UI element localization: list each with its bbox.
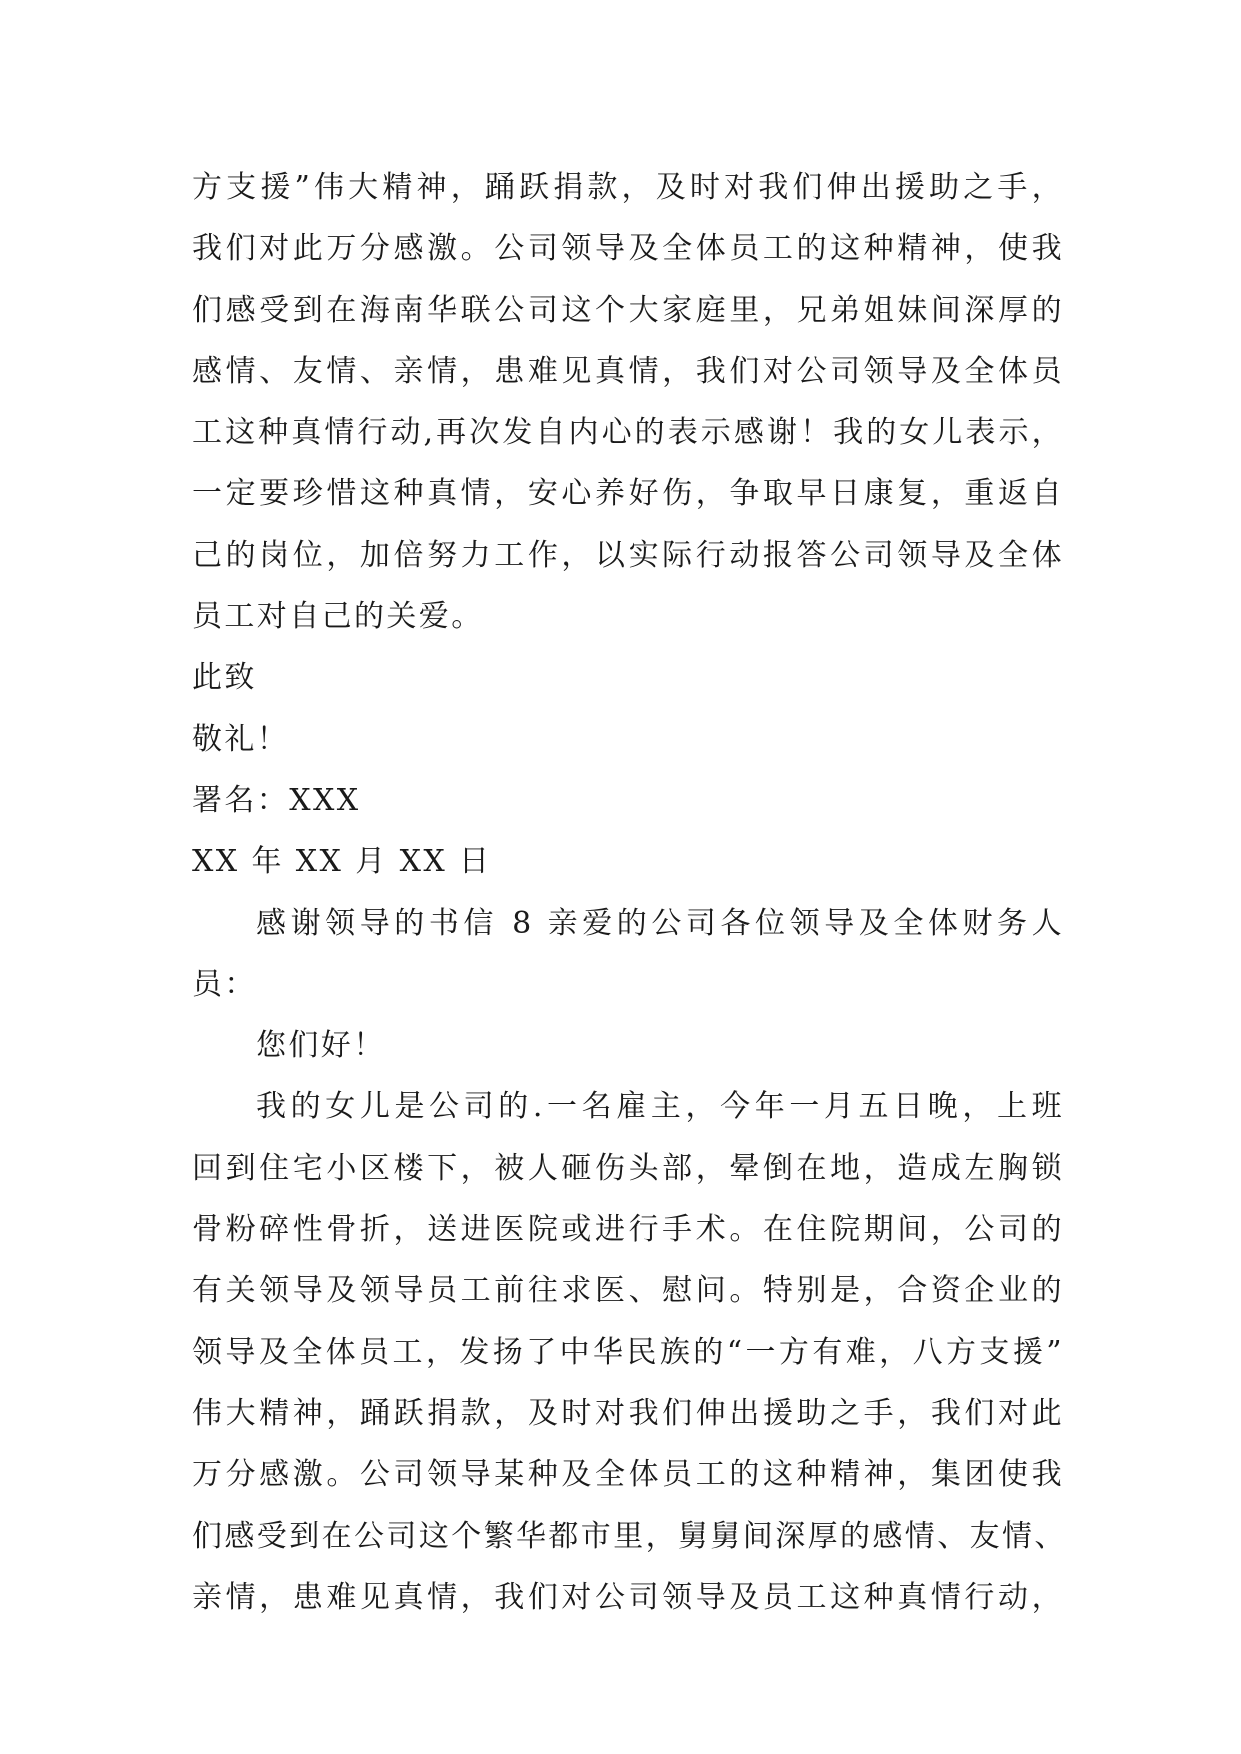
body-line: 回到住宅小区楼下，被人砸伤头部，晕倒在地，造成左胸锁 [192, 1150, 1064, 1186]
signature: 署名：XXX [192, 782, 361, 818]
closing-regards: 敬礼！ [192, 721, 290, 757]
paragraph-line: 一定要珍惜这种真情，安心养好伤，争取早日康复，重返自 [192, 476, 1064, 512]
body-line: 我的女儿是公司的.一名雇主，今年一月五日晚，上班 [256, 1089, 1064, 1125]
letter-text [192, 157, 1067, 1628]
closing-salutation: 此致 [192, 660, 257, 696]
body-line: 万分感激。公司领导某种及全体员工的这种精神，集团使我 [192, 1457, 1064, 1493]
paragraph-line: 己的岗位，加倍努力工作，以实际行动报答公司领导及全体 [192, 537, 1064, 573]
paragraph-line: 工这种真情行动,再次发自内心的表示感谢！我的女儿表示， [192, 415, 1064, 451]
body-line: 们感受到在公司这个繁华都市里，舅舅间深厚的感情、友情、 [192, 1518, 1067, 1554]
letter-heading-continued: 员： [192, 966, 257, 1002]
letter-greeting: 您们好！ [256, 1028, 386, 1064]
paragraph-line: 们感受到在海南华联公司这个大家庭里，兄弟姐妹间深厚的 [192, 292, 1064, 328]
letter-heading: 感谢领导的书信 8 亲爱的公司各位领导及全体财务人 [256, 905, 1064, 941]
paragraph-line: 员工对自己的关爱。 [192, 599, 484, 635]
body-line: 亲情，患难见真情，我们对公司领导及员工这种真情行动， [192, 1579, 1064, 1615]
paragraph-line: 方支援”伟大精神，踊跃捐款，及时对我们伸出援助之手， [192, 170, 1064, 205]
body-line: 有关领导及领导员工前往求医、慰问。特别是，合资企业的 [192, 1273, 1064, 1309]
letter-date: XX 年 XX 月 XX 日 [192, 844, 492, 880]
body-line: 领导及全体员工，发扬了中华民族的“一方有难，八方支援” [192, 1334, 1064, 1370]
paragraph-line: 感情、友情、亲情，患难见真情，我们对公司领导及全体员 [192, 353, 1064, 389]
body-line: 伟大精神，踊跃捐款，及时对我们伸出援助之手，我们对此 [192, 1395, 1064, 1431]
body-line: 骨粉碎性骨折，送进医院或进行手术。在住院期间，公司的 [192, 1212, 1064, 1248]
paragraph-line: 我们对此万分感激。公司领导及全体员工的这种精神，使我 [192, 231, 1064, 267]
